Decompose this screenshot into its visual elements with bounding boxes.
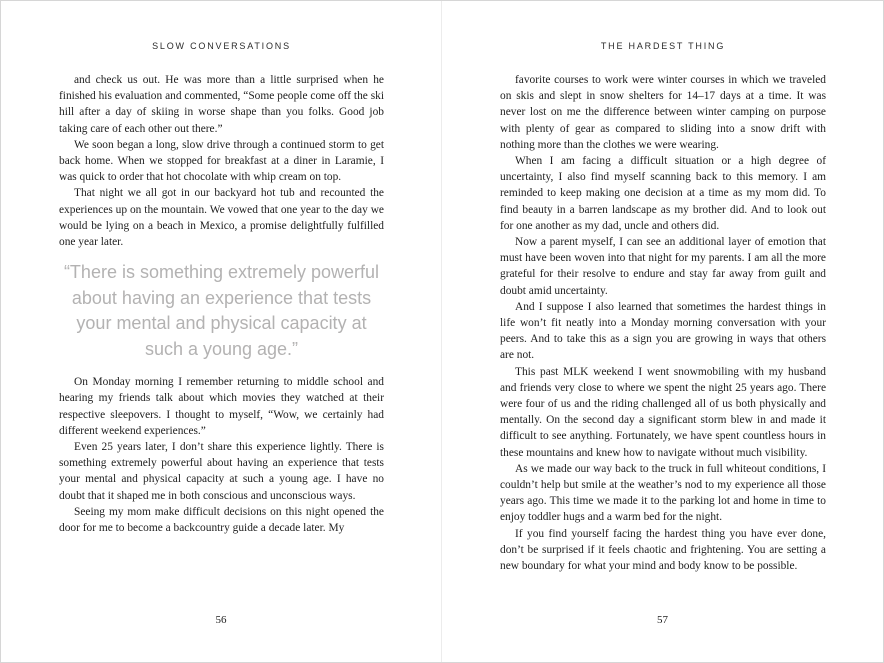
paragraph: As we made our way back to the truck in full whiteout conditions, I couldn’t help but smile at the weather’s nod to my experience all those years ago. This time we made it to the parking lot and home in time to enjoy toddler hugs and a warm bed for the night. bbox=[500, 462, 826, 524]
left-page bbox=[1, 1, 442, 662]
paragraph: And I suppose I also learned that sometimes the hardest things in life won’t fit neatly into a Monday morning conversation with your peers. And to take this as a sign you are growing in ways that others are not. bbox=[500, 300, 826, 362]
paragraph: When I am facing a difficult situation or a high degree of uncertainty, I also find myself scanning back to this memory. I am reminded to keep making one decision at a time as my mom did. To find beauty in a barren landscape as my brother did. And to look out for one another as my dad, uncle and others did. bbox=[500, 155, 826, 232]
paragraph: If you find yourself facing the hardest thing you have ever done, don’t be surprised if it feels chaotic and frightening. You are setting a new boundary for what your mind and body know to be possible. bbox=[500, 527, 826, 573]
right-paragraphs bbox=[500, 72, 826, 574]
paragraph: This past MLK weekend I went snowmobiling with my husband and friends very close to where we spent the night 25 years ago. There were four of us and the riding challenged all of us both physically and mentally. On the second day a significant storm blew in and made it difficult to see anything. Fortunately, we have spent countless hours in these mountains and knew how to navigate without much visibility. bbox=[500, 365, 826, 459]
left-paragraphs-top bbox=[59, 72, 384, 250]
paragraph: Seeing my mom make difficult decisions on this night opened the door for me to become a backcountry guide a decade later. My bbox=[59, 505, 384, 535]
paragraph: On Monday morning I remember returning to middle school and hearing my friends talk about which movies they watched at their respective sleepovers. I thought to myself, “Wow, we certainly had different weekend experiences.” bbox=[59, 376, 384, 437]
left-page-number: 56 bbox=[215, 614, 227, 626]
paragraph: Now a parent myself, I can see an additional layer of emotion that must have been woven into that night for my parents. I am all the more grateful for their resolve to endure and stay far away from guilt and doubt amid uncertainty. bbox=[500, 236, 826, 297]
right-page-body bbox=[500, 72, 826, 574]
paragraph: and check us out. He was more than a little surprised when he finished his evaluation and commented, “Some people come off the ski hill after a day of skiing in worse shape than you folks. Good job taking care of each other out there.” bbox=[59, 74, 384, 135]
paragraph: That night we all got in our backyard hot tub and recounted the experiences up on the mountain. We vowed that one year to the day we would be lying on a beach in Mexico, a promise delightfully fulfilled one year later. bbox=[59, 187, 384, 249]
left-paragraphs-bottom bbox=[59, 374, 384, 536]
paragraph: We soon began a long, slow drive through a continued storm to get back home. When we stopped for breakfast at a diner in Laramie, I was quick to order that hot chocolate with whip cream on top. bbox=[59, 138, 384, 184]
paragraph: favorite courses to work were winter courses in which we traveled on skis and slept in snow shelters for 14–17 days at a time. It was never lost on me the difference between winter camping on purpose with plenty of gear as compared to sliding into a snow drift with nothing more than the clothes we were wearing. bbox=[500, 74, 826, 151]
right-page bbox=[442, 1, 883, 662]
left-running-head: SLOW CONVERSATIONS bbox=[152, 41, 291, 51]
pull-quote: “There is something extremely powerful about having an experience that tests your mental and physical capacity at such a young age.” bbox=[63, 262, 380, 359]
right-page-number: 57 bbox=[657, 614, 668, 626]
left-page-body bbox=[59, 72, 384, 536]
paragraph: Even 25 years later, I don’t share this experience lightly. There is something extremely powerful about having an experience that tests your mental and physical capacity at such a young age. I have no doubt that it shaped me in both conscious and unconscious ways. bbox=[59, 441, 384, 502]
right-running-head: THE HARDEST THING bbox=[600, 41, 726, 51]
